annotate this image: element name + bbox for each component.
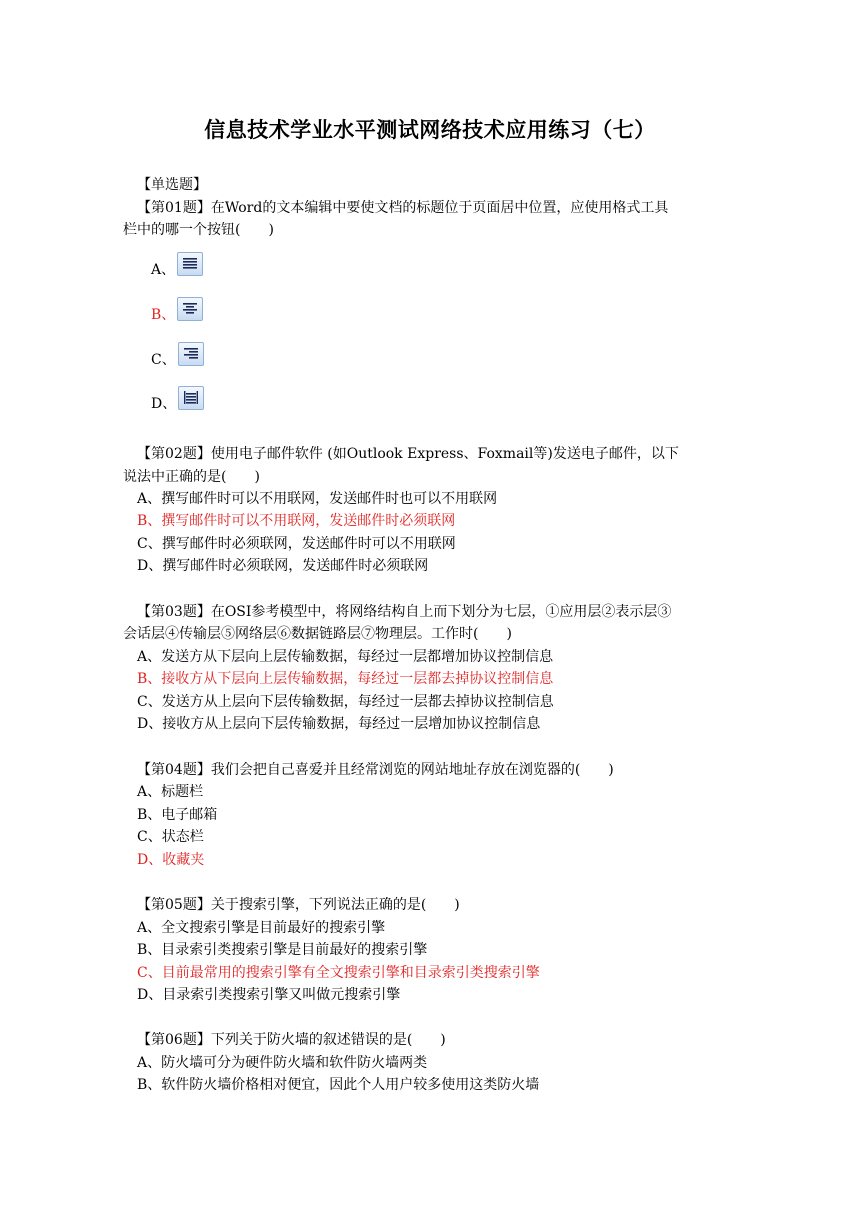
question-2-text: 【第02题】使用电子邮件软件 (如Outlook Express、Foxmail等)发送电子邮件，以下 xyxy=(137,446,679,462)
question-5-text: 【第05题】关于搜索引擎，下列说法正确的是( ) xyxy=(137,897,460,913)
option-5-d: D、目录索引类搜索引擎又叫做元搜索引擎 xyxy=(137,987,401,1003)
option-2-c: C、撰写邮件时必须联网，发送邮件时可以不用联网 xyxy=(137,536,456,552)
option-2-d: D、撰写邮件时必须联网，发送邮件时必须联网 xyxy=(137,558,429,574)
option-1-b xyxy=(151,297,203,325)
option-label: A、 xyxy=(151,262,176,278)
option-3-d: D、接收方从上层向下层传输数据，每经过一层增加协议控制信息 xyxy=(137,716,541,732)
option-5-c: C、目前最常用的搜索引擎有全文搜索引擎和目录索引类搜索引擎 xyxy=(137,965,540,981)
option-6-a: A、防火墙可分为硬件防火墙和软件防火墙两类 xyxy=(137,1055,428,1071)
option-4-d: D、收藏夹 xyxy=(137,852,205,868)
option-4-c: C、状态栏 xyxy=(137,829,204,845)
option-5-a: A、全文搜索引擎是目前最好的搜索引擎 xyxy=(137,920,386,936)
option-6-b: B、软件防火墙价格相对便宜，因此个人用户较多使用这类防火墙 xyxy=(137,1077,540,1093)
option-1-a xyxy=(151,252,203,280)
option-1-c xyxy=(151,342,204,370)
question-3-text-cont: 会话层④传输层⑤网络层⑥数据链路层⑦物理层。工作时( ) xyxy=(123,626,512,642)
option-label: C、 xyxy=(151,352,176,368)
option-label: B、 xyxy=(151,307,176,323)
option-label: D、 xyxy=(151,396,177,412)
question-1-text-cont: 栏中的哪一个按钮( ) xyxy=(123,222,274,238)
option-3-b: B、接收方从下层向上层传输数据，每经过一层都去掉协议控制信息 xyxy=(137,671,554,687)
option-3-c: C、发送方从上层向下层传输数据，每经过一层都去掉协议控制信息 xyxy=(137,694,554,710)
question-2-text-cont: 说法中正确的是( ) xyxy=(123,469,260,485)
option-4-b: B、电子邮箱 xyxy=(137,807,218,823)
question-6-text: 【第06题】下列关于防火墙的叙述错误的是( ) xyxy=(137,1032,446,1048)
question-4-text: 【第04题】我们会把自己喜爱并且经常浏览的网站地址存放在浏览器的( ) xyxy=(137,762,614,778)
option-5-b: B、目录索引类搜索引擎是目前最好的搜索引擎 xyxy=(137,942,428,958)
page-title: 信息技术学业水平测试网络技术应用练习（七） xyxy=(204,118,656,142)
question-3-text: 【第03题】在OSI参考模型中，将网络结构自上而下划分为七层，①应用层②表示层③ xyxy=(137,604,672,620)
option-3-a: A、发送方从下层向上层传输数据，每经过一层都增加协议控制信息 xyxy=(137,649,554,665)
option-4-a: A、标题栏 xyxy=(137,784,204,800)
question-1-text: 【第01题】在Word的文本编辑中要使文档的标题位于页面居中位置，应使用格式工具 xyxy=(137,200,669,216)
justify-align-icon xyxy=(177,252,203,276)
section-heading: 【单选题】 xyxy=(137,177,207,193)
option-2-b: B、撰写邮件时可以不用联网，发送邮件时必须联网 xyxy=(137,513,456,529)
option-2-a: A、撰写邮件时可以不用联网，发送邮件时也可以不用联网 xyxy=(137,491,498,507)
option-1-d xyxy=(151,386,204,414)
distributed-align-icon xyxy=(178,386,204,410)
right-align-icon xyxy=(178,342,204,366)
center-align-icon xyxy=(177,297,203,321)
